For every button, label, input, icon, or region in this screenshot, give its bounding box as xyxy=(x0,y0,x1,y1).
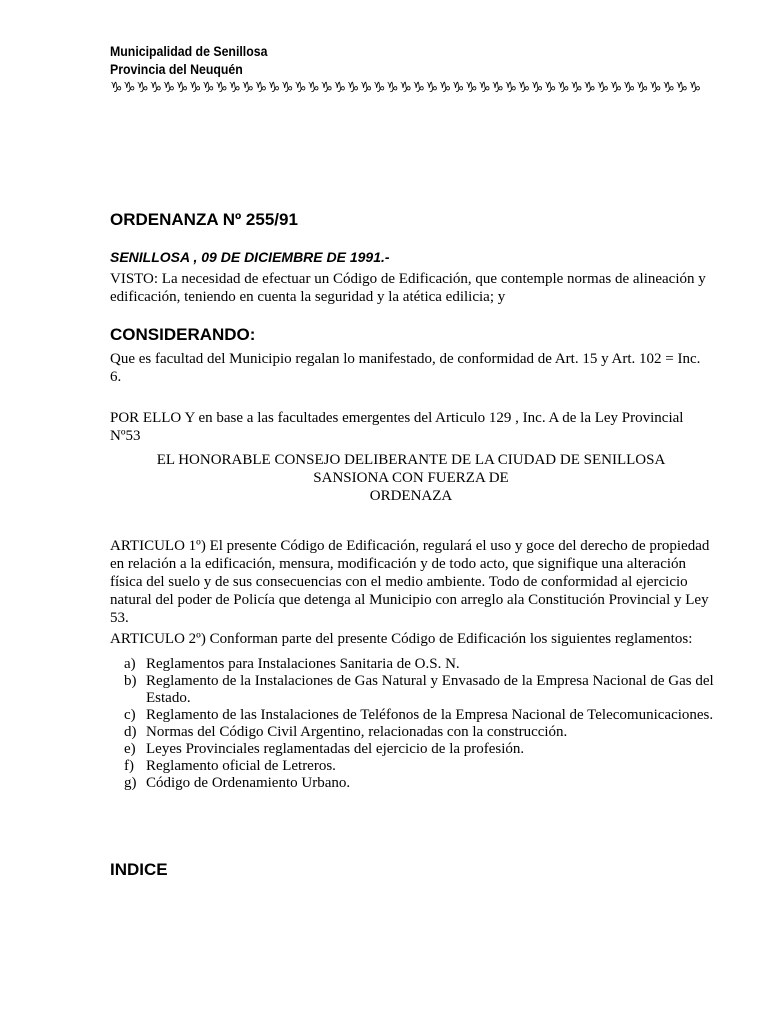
visto-paragraph: VISTO: La necesidad de efectuar un Código de Edificación, que contemple normas de alineación y edificación, teniendo en cuenta la seguridad y la atética edilicia; y xyxy=(110,271,706,305)
list-item xyxy=(124,741,714,758)
list-item-text: Reglamento oficial de Letreros. xyxy=(146,758,336,774)
list-marker: e) xyxy=(124,741,136,757)
list-marker: d) xyxy=(124,724,137,740)
list-item xyxy=(124,724,714,741)
list-item-text: Reglamento de la Instalaciones de Gas Natural y Envasado de la Empresa Nacional de Gas del Estado. xyxy=(146,673,714,706)
list-marker: f) xyxy=(124,758,134,774)
sanction-block xyxy=(110,451,712,505)
ordinance-title: ORDENANZA Nº 255/91 xyxy=(110,210,298,229)
province-name: Provincia del Neuquén xyxy=(110,61,243,77)
list-item xyxy=(124,673,714,707)
municipality-name: Municipalidad de Senillosa xyxy=(110,43,268,59)
list-item xyxy=(124,775,714,792)
list-marker: c) xyxy=(124,707,136,723)
list-item xyxy=(124,707,714,724)
list-item-text: Normas del Código Civil Argentino, relacionadas con la construcción. xyxy=(146,724,568,740)
list-item-text: Reglamentos para Instalaciones Sanitaria de O.S. N. xyxy=(146,656,460,672)
list-item-text: Código de Ordenamiento Urbano. xyxy=(146,775,351,791)
sanction-line-2: SANSIONA CON FUERZA DE xyxy=(313,470,509,486)
por-ello-paragraph: POR ELLO Y en base a las facultades emergentes del Articulo 129 , Inc. A de la Ley Provincial Nº53 xyxy=(110,410,684,444)
list-item xyxy=(124,758,714,775)
list-marker: g) xyxy=(124,775,137,791)
considerando-paragraph: Que es facultad del Municipio regalan lo manifestado, de conformidad de Art. 15 y Art. 102 = Inc. 6. xyxy=(110,351,701,385)
considerando-heading: CONSIDERANDO: xyxy=(110,325,256,344)
ordinance-date: SENILLOSA , 09 DE DICIEMBRE DE 1991.- xyxy=(110,249,390,265)
articulo-1: ARTICULO 1º) El presente Código de Edificación, regulará el uso y goce del derecho de propiedad en relación a la edificación, mensura, modificación y de todo acto, que signifique una alteración física del suelo y de sus consecuencias con el medio ambiente. Todo de conformidad al ejercicio natural del poder de Policía que detenga al Municipio con arreglo ala Constitución Provincial y Ley 53. xyxy=(110,538,710,626)
list-marker: a) xyxy=(124,656,136,672)
letterhead xyxy=(110,42,710,98)
list-marker: b) xyxy=(124,673,137,689)
list-item-text: Leyes Provinciales reglamentadas del ejercicio de la profesión. xyxy=(146,741,525,757)
sanction-line-1: EL HONORABLE CONSEJO DELIBERANTE DE LA CIUDAD DE SENILLOSA xyxy=(156,452,666,468)
list-item-text: Reglamento de las Instalaciones de Teléfonos de la Empresa Nacional de Telecomunicaciones. xyxy=(146,707,714,723)
articulo-2: ARTICULO 2º) Conforman parte del presente Código de Edificación los siguientes reglamentos: xyxy=(110,631,693,647)
list-item xyxy=(124,656,714,673)
sanction-line-3: ORDENAZA xyxy=(369,488,453,504)
indice-heading: INDICE xyxy=(110,860,168,879)
decorative-ornament-row: ♑♑♑♑♑♑♑♑♑♑♑♑♑♑♑♑♑♑♑♑♑♑♑♑♑♑♑♑♑♑♑♑♑♑♑♑♑♑♑♑♑♑♑♑♑ xyxy=(110,80,702,96)
reglamentos-list xyxy=(124,656,714,792)
